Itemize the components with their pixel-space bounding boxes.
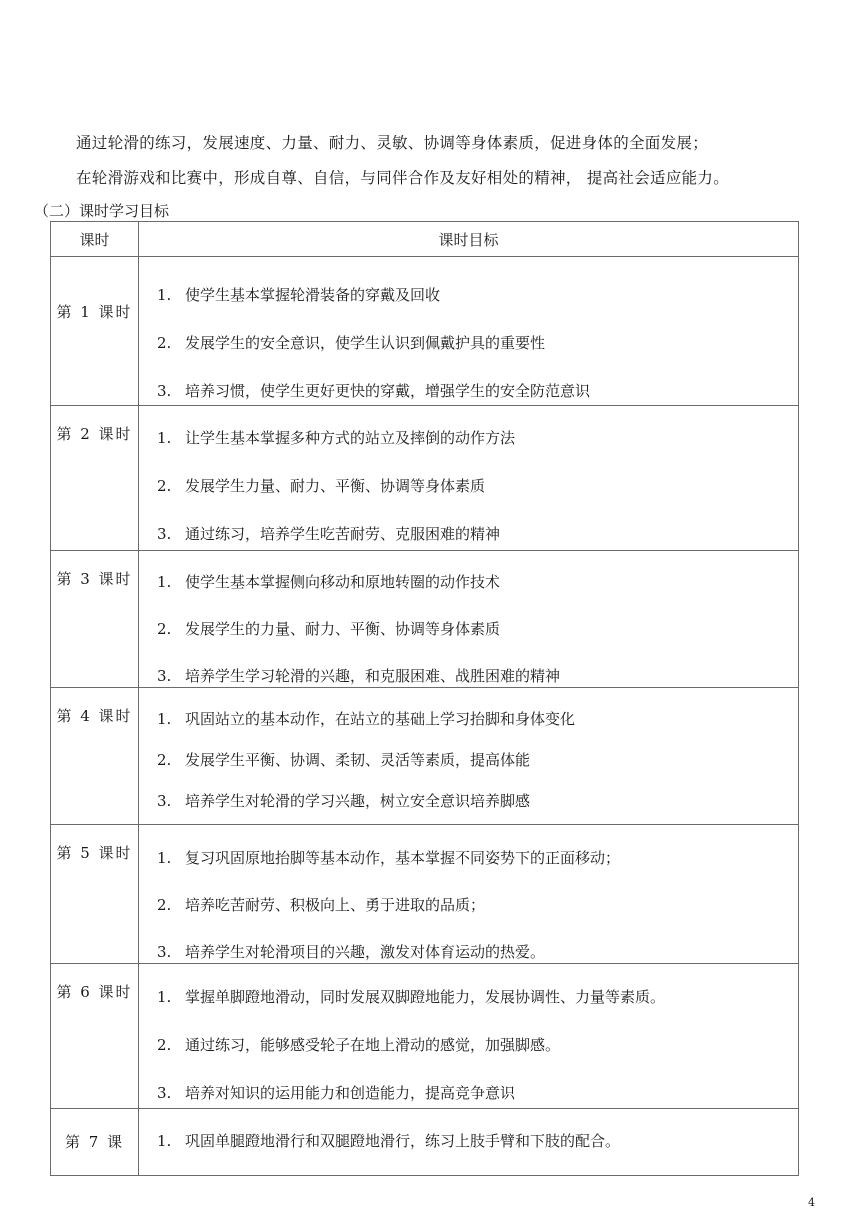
list-item xyxy=(157,665,798,687)
goal-text: 巩固站立的基本动作，在站立的基础上学习抬脚和身体变化 xyxy=(185,710,576,728)
goal-text: 培养学生学习轮滑的兴趣，和克服困难、战胜困难的精神 xyxy=(185,667,561,685)
lesson-label: 第 3 课时 xyxy=(51,551,139,688)
goal-number: 1. xyxy=(157,429,172,447)
list-item xyxy=(157,1130,798,1152)
goal-number: 2. xyxy=(157,334,172,352)
goal-text: 掌握单脚蹬地滑动，同时发展双脚蹬地能力，发展协调性、力量等素质。 xyxy=(185,988,666,1006)
goal-text: 培养习惯，使学生更好更快的穿戴，增强学生的安全防范意识 xyxy=(185,382,591,400)
goal-text: 使学生基本掌握侧向移动和原地转圈的动作技术 xyxy=(185,573,501,591)
goal-text: 巩固单腿蹬地滑行和双腿蹬地滑行，练习上肢手臂和下肢的配合。 xyxy=(185,1132,621,1150)
intro-paragraph-1: 通过轮滑的练习，发展速度、力量、耐力、灵敏、协调等身体素质，促进身体的全面发展； xyxy=(76,134,709,152)
goal-number: 2. xyxy=(157,1036,172,1054)
list-item xyxy=(157,941,798,963)
goal-list xyxy=(139,825,799,964)
goal-number: 1. xyxy=(157,286,172,304)
goal-number: 2. xyxy=(157,477,172,495)
list-item xyxy=(157,1034,798,1056)
table-row xyxy=(51,406,799,551)
lesson-label: 第 2 课时 xyxy=(51,406,139,551)
table-row xyxy=(51,257,799,406)
goal-number: 1. xyxy=(157,710,172,728)
lesson-label: 第 5 课时 xyxy=(51,825,139,964)
goal-number: 1. xyxy=(157,849,172,867)
list-item xyxy=(157,749,798,771)
goal-number: 3. xyxy=(157,1084,172,1102)
list-item xyxy=(157,894,798,916)
goal-number: 1. xyxy=(157,573,172,591)
goal-text: 培养吃苦耐劳、积极向上、勇于进取的品质； xyxy=(185,896,486,914)
goal-number: 3. xyxy=(157,382,172,400)
goal-text: 让学生基本掌握多种方式的站立及摔倒的动作方法 xyxy=(185,429,516,447)
goal-text: 使学生基本掌握轮滑装备的穿戴及回收 xyxy=(185,286,441,304)
lesson-label: 第 4 课时 xyxy=(51,688,139,825)
table-row xyxy=(51,1109,799,1176)
goal-list xyxy=(139,1109,799,1176)
list-item xyxy=(157,1082,798,1104)
header-lesson: 课时 xyxy=(51,222,139,257)
list-item xyxy=(157,571,798,593)
goal-number: 3. xyxy=(157,525,172,543)
goal-number: 1. xyxy=(157,988,172,1006)
goal-list xyxy=(139,551,799,688)
lesson-label: 第 1 课时 xyxy=(51,257,139,406)
goal-text: 复习巩固原地抬脚等基本动作，基本掌握不同姿势下的正面移动； xyxy=(185,849,621,867)
goal-text: 通过练习，能够感受轮子在地上滑动的感觉，加强脚感。 xyxy=(185,1036,561,1054)
lesson-goals-table xyxy=(50,221,799,1176)
page-number: 4 xyxy=(808,1196,815,1209)
goal-text: 发展学生的安全意识，使学生认识到佩戴护具的重要性 xyxy=(185,334,546,352)
goal-text: 通过练习，培养学生吃苦耐劳、克服困难的精神 xyxy=(185,525,501,543)
goal-number: 2. xyxy=(157,751,172,769)
list-item xyxy=(157,847,798,869)
table-header-row xyxy=(51,222,799,257)
goal-list xyxy=(139,406,799,551)
goal-number: 3. xyxy=(157,667,172,685)
goal-list xyxy=(139,688,799,825)
goal-text: 发展学生力量、耐力、平衡、协调等身体素质 xyxy=(185,477,486,495)
goal-number: 3. xyxy=(157,943,172,961)
list-item xyxy=(157,708,798,730)
goal-number: 2. xyxy=(157,896,172,914)
goal-number: 3. xyxy=(157,792,172,810)
goal-list xyxy=(139,257,799,406)
lesson-label: 第 6 课时 xyxy=(51,964,139,1109)
list-item xyxy=(157,284,798,306)
section-title: （二）课时学习目标 xyxy=(34,202,170,220)
list-item xyxy=(157,475,798,497)
list-item xyxy=(157,790,798,812)
table-row xyxy=(51,688,799,825)
goal-number: 2. xyxy=(157,620,172,638)
goal-text: 发展学生的力量、耐力、平衡、协调等身体素质 xyxy=(185,620,501,638)
list-item xyxy=(157,986,798,1008)
goal-text: 培养学生对轮滑的学习兴趣，树立安全意识培养脚感 xyxy=(185,792,531,810)
table-row xyxy=(51,551,799,688)
list-item xyxy=(157,380,798,402)
intro-paragraph-2: 在轮滑游戏和比赛中，形成自尊、自信，与同伴合作及友好相处的精神， 提高社会适应能力。 xyxy=(76,169,730,187)
goal-text: 发展学生平衡、协调、柔韧、灵活等素质，提高体能 xyxy=(185,751,531,769)
list-item xyxy=(157,523,798,545)
list-item xyxy=(157,618,798,640)
list-item xyxy=(157,332,798,354)
table-row xyxy=(51,825,799,964)
goal-number: 1. xyxy=(157,1132,172,1150)
header-goals: 课时目标 xyxy=(139,222,799,257)
table-row xyxy=(51,964,799,1109)
lesson-label: 第 7 课 xyxy=(51,1109,139,1176)
goal-text: 培养学生对轮滑项目的兴趣，激发对体育运动的热爱。 xyxy=(185,943,546,961)
goal-list xyxy=(139,964,799,1109)
list-item xyxy=(157,427,798,449)
goal-text: 培养对知识的运用能力和创造能力，提高竞争意识 xyxy=(185,1084,516,1102)
